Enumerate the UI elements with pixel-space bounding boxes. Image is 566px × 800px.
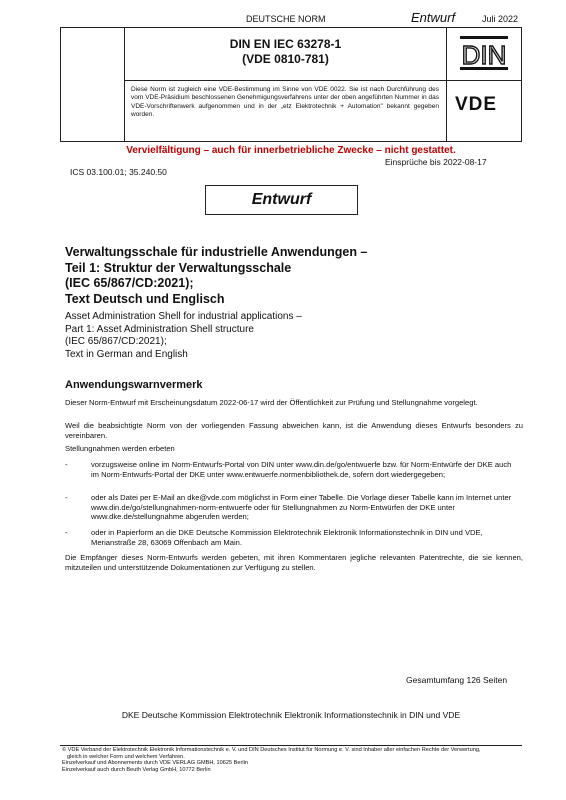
ics-codes: ICS 03.100.01; 35.240.50 (70, 167, 167, 177)
footer-line: Einzelverkauf und Abonnements durch VDE VERLAG GMBH, 10625 Berlin (62, 760, 248, 767)
title-block-divider-right (446, 28, 447, 141)
footer-line: Einzelverkauf auch durch Beuth Verlag GmbH, 10772 Berlin (62, 767, 211, 774)
title-english (65, 311, 505, 361)
title-english-line: Part 1: Asset Administration Shell structure (65, 323, 254, 335)
header-date: Juli 2022 (482, 14, 519, 24)
title-block-divider-horizontal (124, 80, 521, 81)
notice-paragraph: Dieser Norm-Entwurf mit Erscheinungsdatum 2022-06-17 wird der Öffentlichkeit zur Prüfung und Stellungnahme vorgelegt. (65, 398, 478, 407)
title-german-line: (IEC 65/867/CD:2021); (65, 276, 194, 290)
copy-warning: Vervielfältigung – auch für innerbetriebliche Zwecke – nicht gestattet. (126, 145, 456, 156)
footer-line: gleich in welcher Form und welchem Verfahren. (67, 753, 185, 760)
title-german (65, 245, 505, 307)
list-dash: - (65, 528, 68, 537)
footer (62, 747, 522, 774)
document-number (125, 37, 446, 67)
header-norm-label: DEUTSCHE NORM (246, 14, 326, 24)
document-number-line2: (VDE 0810-781) (242, 52, 329, 66)
document-number-line1: DIN EN IEC 63278-1 (229, 37, 342, 51)
footer-line: © VDE Verband der Elektrotechnik Elektronik Informationstechnik e. V. und DIN Deutsches Institut für Normung e. V. sind Inhaber aller einfachen Rechte der Verwertung, (62, 747, 481, 753)
notice-heading: Anwendungswarnvermerk (65, 379, 203, 391)
title-block (60, 27, 522, 142)
dke-line: DKE Deutsche Kommission Elektrotechnik Elektronik Informationstechnik in DIN und VDE (121, 710, 461, 720)
title-german-line: Verwaltungsschale für industrielle Anwendungen – (65, 245, 368, 259)
notice-paragraph: Die Empfänger dieses Norm-Entwurfs werden gebeten, mit ihren Kommentaren jegliche relevanten Patentrechte, die sie kennen, mitzuteilen und unterstützende Dokumentationen zur Verfügung zu stellen. (65, 553, 523, 572)
list-item-text: oder als Datei per E-Mail an dke@vde.com möglichst in Form einer Tabelle. Die Vorlage dieser Tabelle kann im Internet unter www.din.de/go/stellungnahmen-norm-entwuerfe oder für Stellungnahmen zu Norm-Entwürfen der DKE unter www.dke.de/stellungnahme abgerufen werden; (91, 493, 512, 522)
title-english-line: Text in German and English (65, 348, 188, 360)
din-logo-icon (459, 35, 509, 71)
vde-notice: Diese Norm ist zugleich eine VDE-Bestimmung im Sinne von VDE 0022. Sie ist nach Durchführung des vom VDE-Präsidium beschlossenen Genehmigungsverfahrens unter der oben angeführten Nummer in das VDE-Vorschriftenwerk aufgenommen und in der „etz Elektrotechnik + Automation" bekannt gegeben worden. (131, 86, 439, 118)
vde-logo: VDE (455, 94, 498, 115)
draft-box: Entwurf (205, 185, 358, 215)
objection-deadline: Einsprüche bis 2022-08-17 (385, 157, 487, 167)
title-german-line: Teil 1: Struktur der Verwaltungsschale (65, 260, 292, 275)
notice-paragraph: Weil die beabsichtigte Norm von der vorliegenden Fassung abweichen kann, ist die Anwendung dieses Entwurfs besonders zu vereinbaren. (65, 421, 523, 440)
title-german-line: Text Deutsch und Englisch (65, 291, 225, 306)
footer-divider (60, 745, 522, 746)
title-english-line: Asset Administration Shell for industrial applications – (65, 311, 302, 322)
notice-paragraph: Stellungnahmen werden erbeten (65, 444, 175, 453)
list-dash: - (65, 493, 68, 502)
din-logo-text: DIN (461, 40, 507, 70)
list-dash: - (65, 460, 68, 469)
header-entwurf-label: Entwurf (411, 10, 456, 25)
list-item-text: vorzugsweise online im Norm-Entwurfs-Portal von DIN unter www.din.de/go/entwuerfe bzw. für Norm-Entwürfe der DKE auch im Norm-Entwurfs-Portal der DKE unter www.entwuerfe.normenbibliothek.de, sofern dort wiedergegeben; (91, 460, 512, 479)
list-item-text: oder in Papierform an die DKE Deutsche Kommission Elektrotechnik Elektronik Informationstechnik in DIN und VDE, Merianstraße 28, 63069 Offenbach am Main. (91, 528, 483, 547)
title-english-line: (IEC 65/867/CD:2021); (65, 336, 167, 347)
total-pages: Gesamtumfang 126 Seiten (406, 675, 508, 685)
